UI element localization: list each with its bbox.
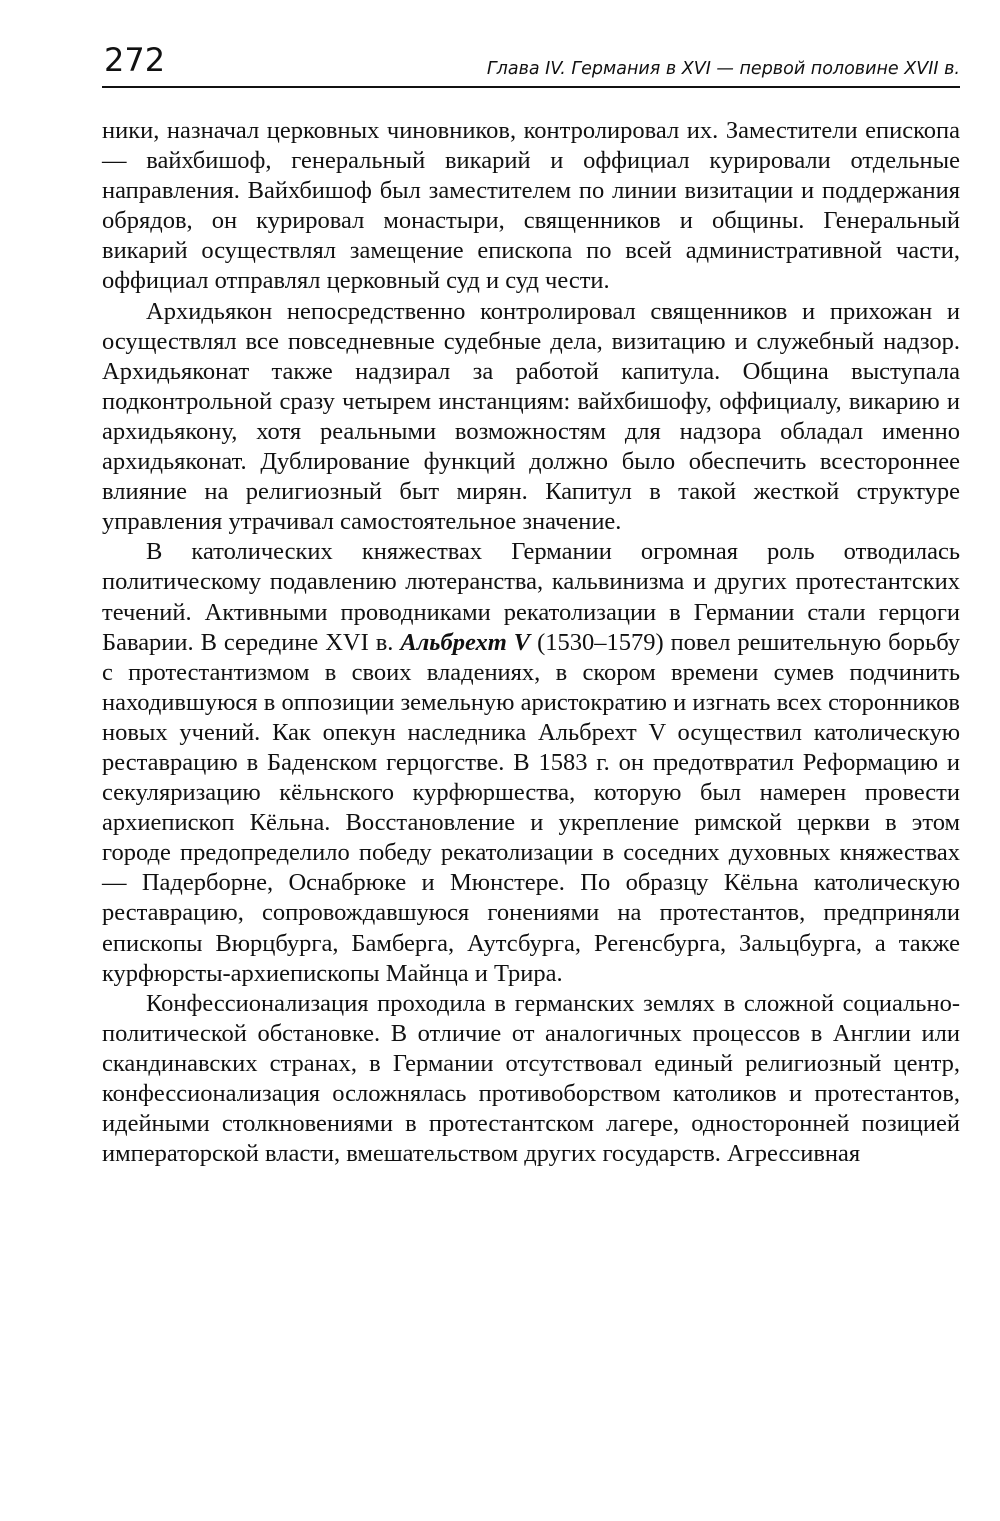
chapter-title: Глава IV. Германия в XVI — первой половине XVII в.: [486, 59, 960, 79]
paragraph: Конфессионализация проходила в германских землях в сложной социально-политической обстановке. В отличие от аналогичных процессов в Англии или скандинавских странах, в Германии отсутствовал единый религиозный центр, конфессионализация осложнялась противоборством католиков и протестантов, идейными столкновениями в протестантском лагере, односторонней позицией императорской власти, вмешательством других государств. Агрессивная: [102, 989, 960, 1168]
book-page: [102, 40, 960, 1169]
page-number: 272: [104, 41, 166, 79]
person-name: Альбрехт V: [400, 628, 531, 656]
paragraph-text: (1530–1579) повел решительную борьбу с протестантизмом в своих владениях, в скором времени сумев подчинить находившуюся в оппозиции земельную аристократию и изгнать всех сторонников новых учений. Как опекун наследника Альбрехт V осуществил католическую реставрацию в Баденском герцогстве. В 1583 г. он предотвратил Реформацию и секуляризацию кёльнского курфюршества, которую был намерен провести архиепископ Кёльна. Восстановление и укрепление римской церкви в этом городе предопределило победу рекатолизации в соседних духовных княжествах — Падерборне, Оснабрюке и Мюнстере. По образцу Кёльна католическую реставрацию, сопровождавшуюся гонениями на протестантов, предприняли епископы Вюрцбурга, Бамберга, Аутсбурга, Регенсбурга, Зальцбурга, а также курфюрсты-архиепископы Майнца и Трира.: [102, 628, 961, 987]
paragraph: Архидьякон непосредственно контролировал священников и прихожан и осуществлял все повседневные судебные дела, визитацию и служебный надзор. Архидьяконат также надзирал за работой капитула. Община выступала подконтрольной сразу четырем инстанциям: вайхбишофу, оффициалу, викарию и архидьякону, хотя реальными возможностям для надзора обладал именно архидьяконат. Дублирование функций должно было обеспечить всестороннее влияние на религиозный быт мирян. Капитул в такой жесткой структуре управления утрачивал самостоятельное значение.: [102, 297, 960, 536]
paragraph-text: В католических княжествах Германии огромная роль отводилась политическому подавлению лютеранства, кальвинизма и других протестантских течений. Активными проводниками рекатолизации в Германии стали герцоги Баварии. В середине XVI в.: [102, 538, 960, 656]
running-header: [102, 40, 960, 88]
paragraph: [102, 537, 960, 988]
body-text: [102, 116, 960, 1169]
paragraph: ники, назначал церковных чиновников, контролировал их. Заместители епископа — вайхбишоф, генеральный викарий и оффициал курировали отдельные направления. Вайхбишоф был заместителем по линии визитации и поддержания обрядов, он курировал монастыри, священников и общины. Генеральный викарий осуществлял замещение епископа по всей административной части, оффициал отправлял церковный суд и суд чести.: [102, 117, 960, 295]
